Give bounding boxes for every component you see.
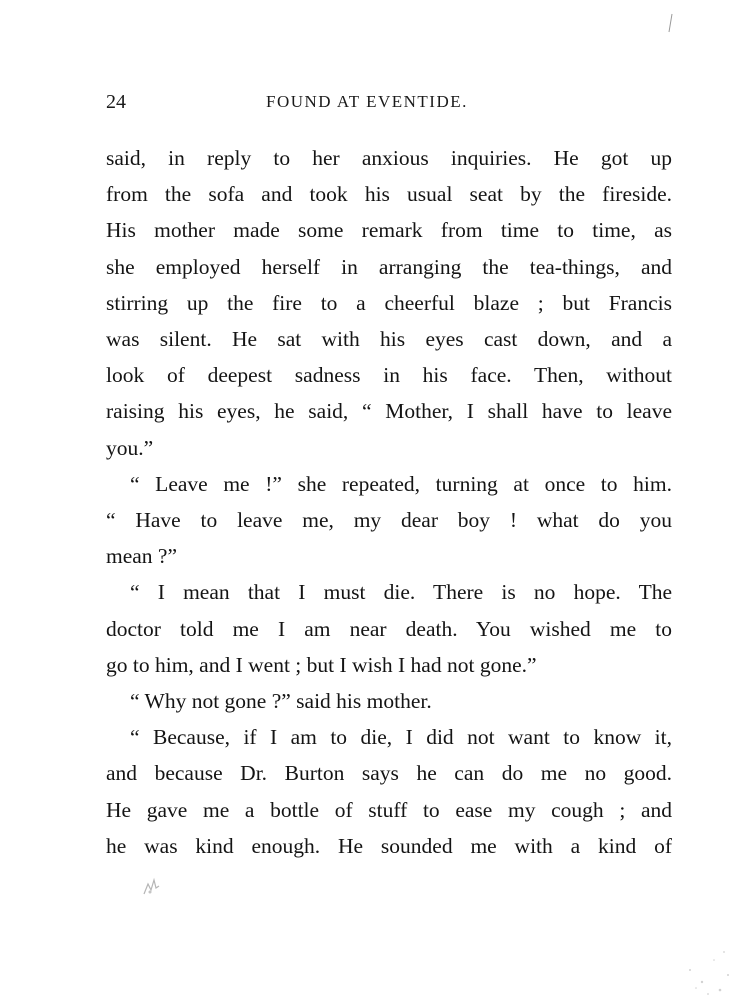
text-line: she employed herself in arranging the tea-things, and [106, 254, 672, 279]
text-line: doctor told me I am near death. You wished me to [106, 616, 672, 641]
text-line: “ Why not gone ?” said his mother. [130, 689, 432, 714]
text-line: was silent. He sat with his eyes cast down, and a [106, 327, 672, 352]
text-line: “ Leave me !” she repeated, turning at once to him. [130, 471, 672, 496]
text-line: “ Have to leave me, my dear boy ! what do you [106, 508, 672, 533]
text-line: raising his eyes, he said, “ Mother, I shall have to leave [106, 399, 672, 424]
text-line: and because Dr. Burton says he can do me no good. [106, 761, 672, 786]
text-line: look of deepest sadness in his face. Then, without [106, 363, 672, 388]
text-line: stirring up the fire to a cheerful blaze ; but Francis [106, 290, 672, 315]
running-title: FOUND AT EVENTIDE. [266, 92, 468, 111]
running-header [106, 88, 672, 118]
text-line: you.” [106, 435, 154, 460]
paper-speck [140, 876, 162, 898]
text-line: His mother made some remark from time to time, as [106, 218, 672, 243]
text-line: he was kind enough. He sounded me with a kind of [106, 833, 672, 858]
paper-edge-texture [630, 930, 734, 1000]
text-line: He gave me a bottle of stuff to ease my cough ; and [106, 797, 672, 822]
paper-mark [664, 12, 676, 36]
body-text [106, 140, 672, 864]
text-line: mean ?” [106, 544, 178, 569]
text-line: “ Because, if I am to die, I did not want to know it, [130, 725, 672, 750]
text-line: go to him, and I went ; but I wish I had not gone.” [106, 652, 537, 677]
text-line: “ I mean that I must die. There is no hope. The [130, 580, 672, 605]
text-line: from the sofa and took his usual seat by the fireside. [106, 182, 672, 207]
text-line: said, in reply to her anxious inquiries. He got up [106, 146, 672, 170]
page-number: 24 [106, 91, 126, 113]
